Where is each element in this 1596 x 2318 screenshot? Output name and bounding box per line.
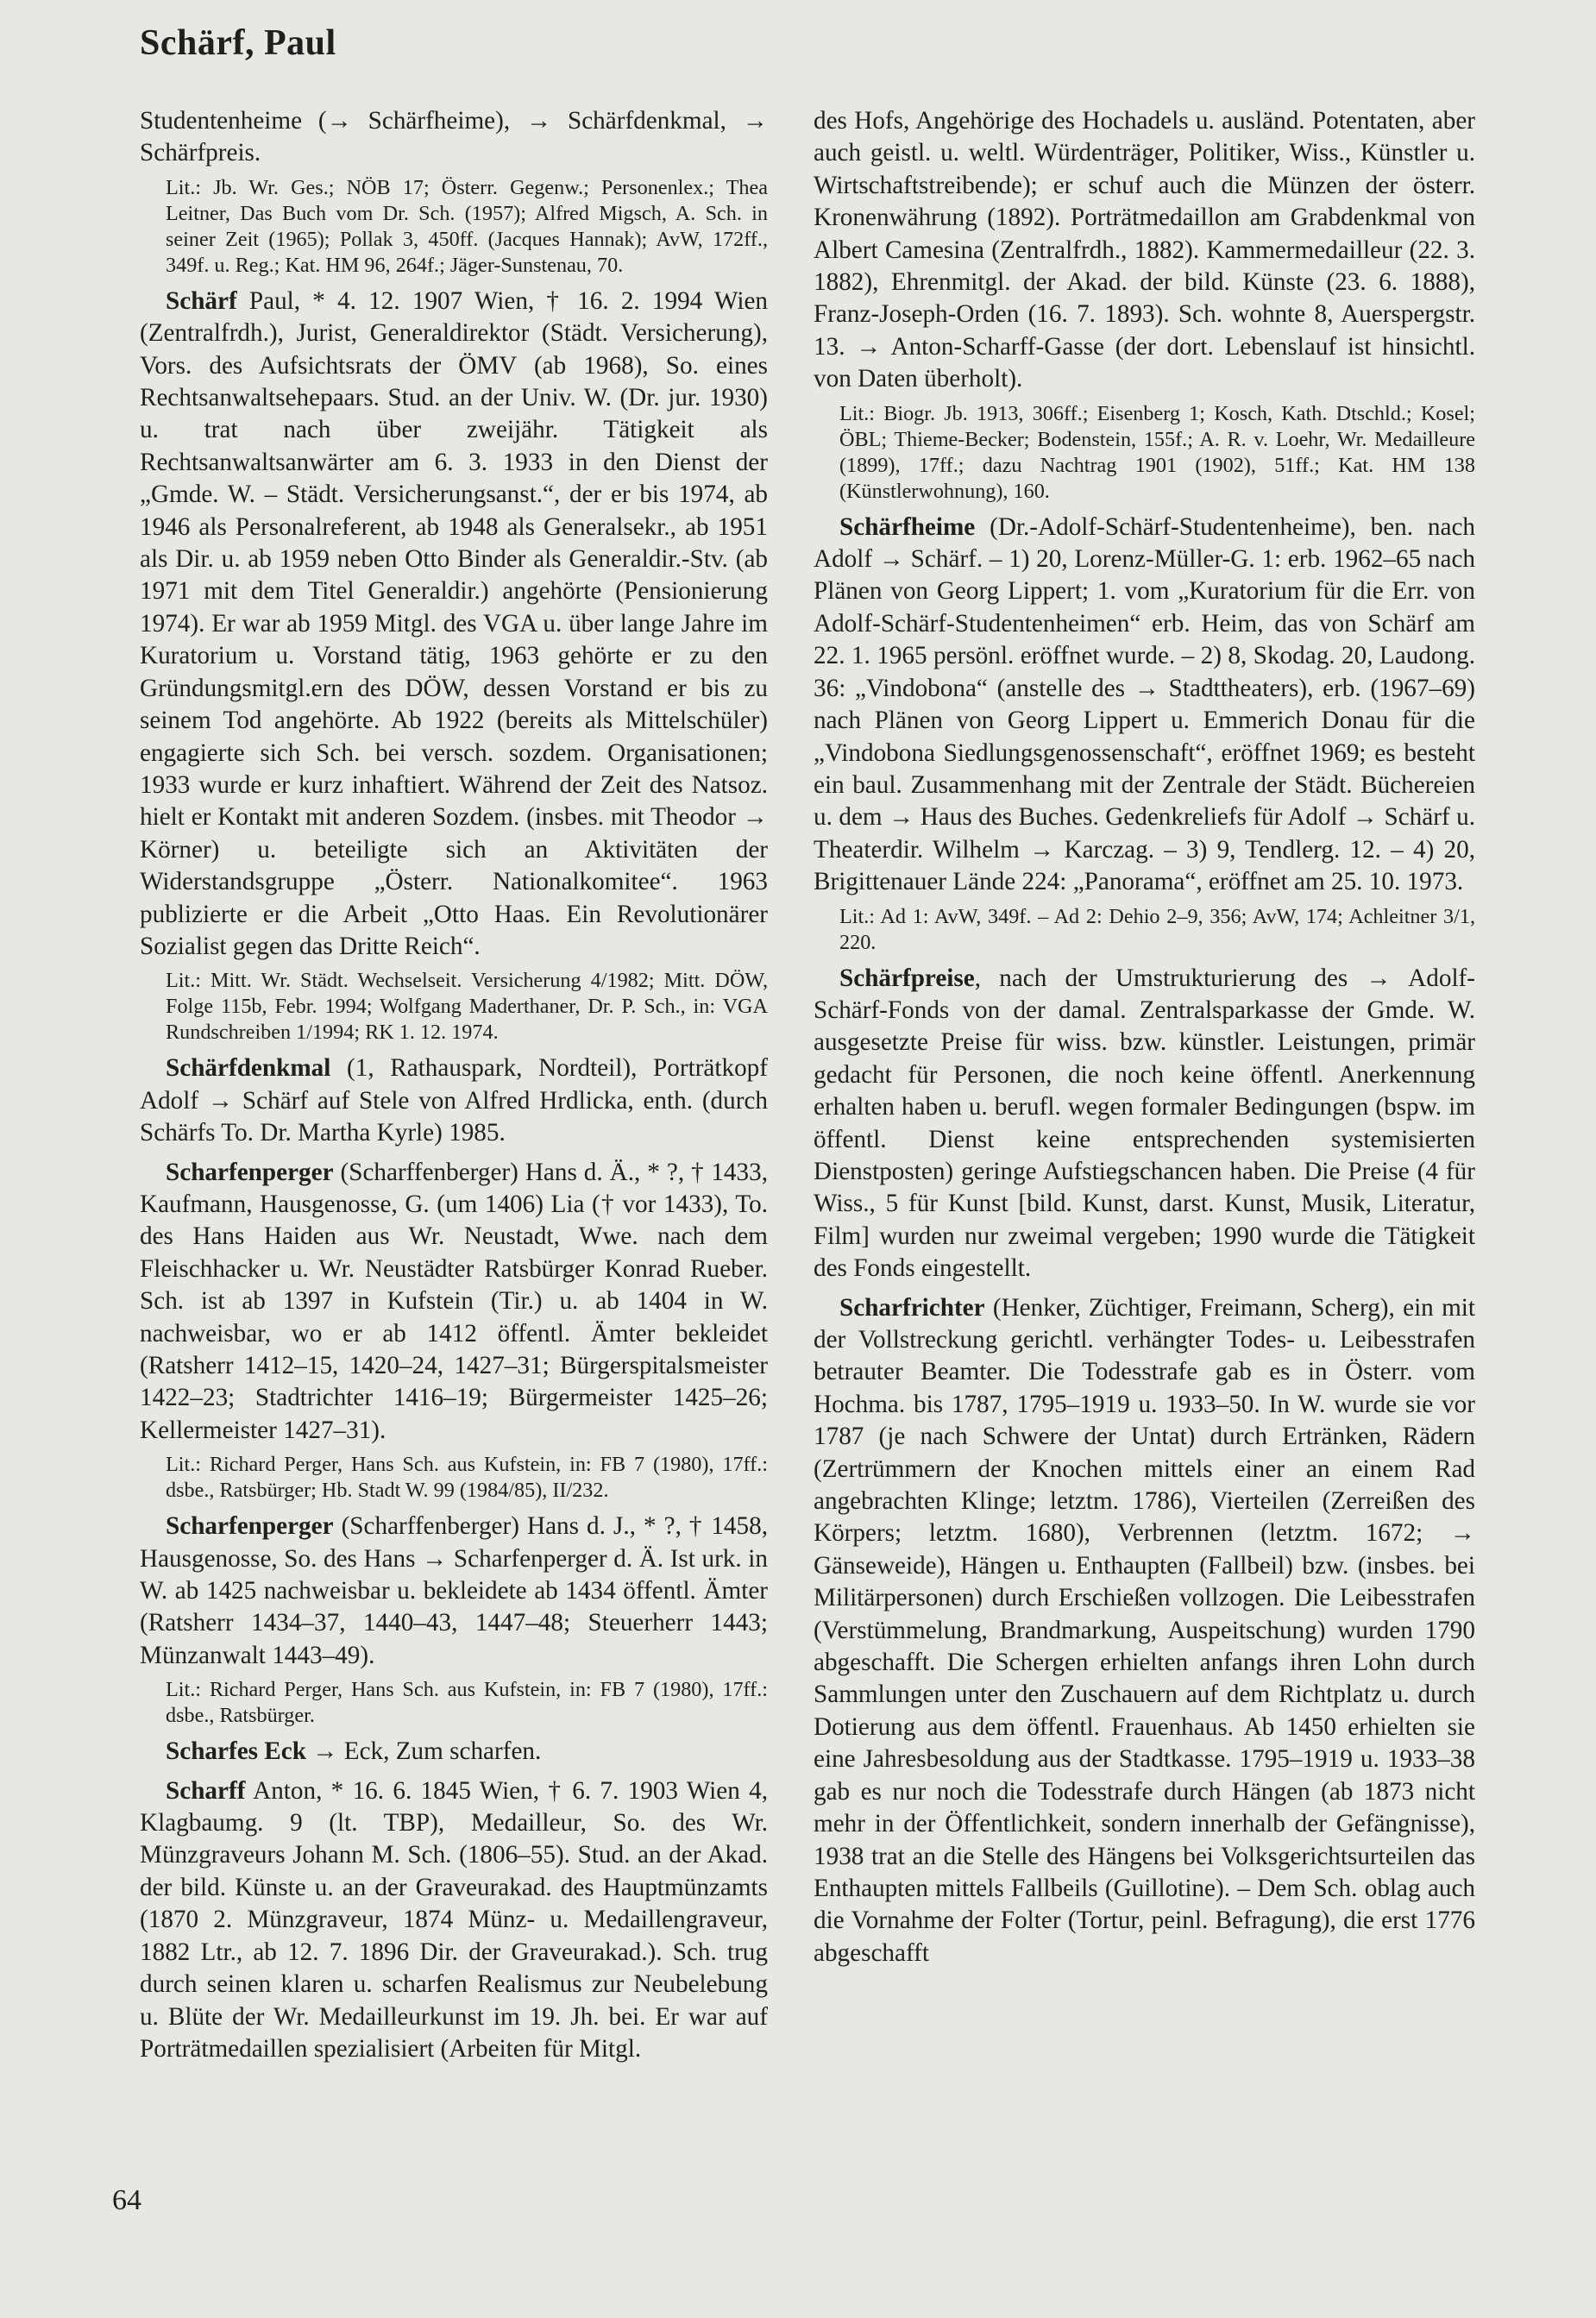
entry-schaerfheime <box>814 512 1475 899</box>
literature-note: Lit.: Ad 1: AvW, 349f. – Ad 2: Dehio 2–9, 356; AvW, 174; Achleitner 3/1, 220. <box>839 904 1475 954</box>
page-number: 64 <box>112 2184 141 2216</box>
entry-headword: Schärfpreise <box>839 964 975 992</box>
entry-schaerfpreise <box>814 963 1475 1285</box>
entry-headword: Scharfes Eck <box>166 1737 306 1766</box>
entry-headword: Scharfrichter <box>839 1293 985 1322</box>
literature-note: Lit.: Biogr. Jb. 1913, 306ff.; Eisenberg 1; Kosch, Kath. Dtschld.; Kosel; ÖBL; Thieme-Becker; Bodenstein, 155f.; A. R. v. Loehr, Wr. Medailleure (1899), 17ff.; dazu Nachtrag 1901 (1902), 51ff.; Kat. HM 138 (Künstlerwohnung), 160. <box>839 401 1475 503</box>
entry-headword: Scharfenperger <box>166 1512 334 1541</box>
entry-headword: Scharff <box>166 1776 246 1805</box>
entry-text: Paul, * 4. 12. 1907 Wien, † 16. 2. 1994 Wien (Zentralfrdh.), Jurist, Generaldirektor (Städt. Versicherung), Vors. des Aufsichtsrats der ÖMV (ab 1968), So. eines Rechtsanwaltsehepaars. Stud. an der Univ. W. (Dr. jur. 1930) u. trat nach über zweijähr. Tätigkeit als Rechtsanwaltsanwärter am 6. 3. 1933 in den Dienst der „Gmde. W. – Städt. Versicherungsanst.“, der er bis 1974, ab 1946 als Personalreferent, ab 1948 als Generalsekr., ab 1951 als Dir. u. ab 1959 neben Otto Binder als Generaldir.-Stv. (ab 1971 mit dem Titel Generaldir.) angehörte (Pensionierung 1974). Er war ab 1959 Mitgl. des VGA u. über lange Jahre im Kuratorium u. Vorstand tätig, 1963 gehörte er zu den Gründungsmitgl.ern des DÖW, dessen Vorstand er bis zu seinem Tod angehörte. Ab 1922 (bereits als Mittelschüler) engagierte sich Sch. bei versch. sozdem. Organisationen; 1933 wurde er kurz inhaftiert. Während der Zeit des Natsoz. hielt er Kontakt mit anderen Sozdem. (insbes. mit Theodor → Körner) u. beteiligte sich an Aktivitäten der Widerstandsgruppe „Österr. Nationalkomitee“. 1963 publizierte er die Arbeit „Otto Haas. Ein Revolutionärer Sozialist gegen das Dritte Reich“. <box>140 286 768 960</box>
continuation-text: des Hofs, Angehörige des Hochadels u. ausländ. Potentaten, aber auch geistl. u. weltl. Würdenträger, Politiker, Wiss., Künstler u. Wirtschaftstreibende); er schuf auch die Münzen der österr. Kronenwährung (1892). Porträtmedaillon am Grabdenkmal von Albert Camesina (Zentralfrdh., 1882). Kammermedailleur (22. 3. 1882), Ehrenmitgl. der Akad. der bild. Künste (23. 6. 1888), Franz-Joseph-Orden (16. 7. 1893). Sch. wohnte 8, Auerspergstr. 13. → Anton-Scharff-Gasse (der dort. Lebenslauf ist hinsichtl. von Daten überholt). <box>814 107 1475 393</box>
left-column <box>140 105 768 2065</box>
entry-scharfes-eck <box>140 1736 768 1768</box>
entry-text: (1, Rathauspark, Nordteil), Porträtkopf Adolf → Schärf auf Stele von Alfred Hrdlicka, enth. (durch Schärfs To. Dr. Martha Kyrle) 1985. <box>140 1054 768 1147</box>
entry-schaerf-paul <box>140 286 768 964</box>
literature-note: Lit.: Richard Perger, Hans Sch. aus Kufstein, in: FB 7 (1980), 17ff.: dsbe., Ratsbürger; Hb. Stadt W. 99 (1984/85), II/232. <box>166 1453 768 1503</box>
entry-text: → Eck, Zum scharfen. <box>305 1737 542 1766</box>
entry-headword: Schärfdenkmal <box>166 1054 331 1083</box>
entry-scharff-anton <box>140 1775 768 2066</box>
entry-text: (Dr.-Adolf-Schärf-Studentenheime), ben. nach Adolf → Schärf. – 1) 20, Lorenz-Müller-G. 1: erb. 1962–65 nach Plänen von Georg Lippert; 1. vom „Kuratorium für die Err. von Adolf-Schärf-Studentenheimen“ erb. Heim, das von Schärf am 22. 1. 1965 persönl. eröffnet wurde. – 2) 8, Skodag. 20, Laudong. 36: „Vindobona“ (anstelle des → Stadttheaters), erb. (1967–69) nach Plänen von Georg Lippert u. Emmerich Donau für die „Vindobona Siedlungsgenossenschaft“, eröffnet 1969; es besteht ein baul. Zusammenhang mit der Zentrale der Städt. Büchereien u. dem → Haus des Buches. Gedenkreliefs für Adolf → Schärf u. Theaterdir. Wilhelm → Karczag. – 3) 9, Tendlerg. 12. – 4) 20, Brigittenauer Lände 224: „Panorama“, eröffnet am 25. 10. 1973. <box>814 512 1475 896</box>
entry-scharfenperger-elder <box>140 1157 768 1448</box>
entry-scharfrichter <box>814 1292 1475 1970</box>
literature-note: Lit.: Mitt. Wr. Städt. Wechselseit. Versicherung 4/1982; Mitt. DÖW, Folge 115b, Febr. 1994; Wolfgang Maderthaner, Dr. P. Sch., in: VGA Rundschreiben 1/1994; RK 1. 12. 1974. <box>166 969 768 1045</box>
running-head: Schärf, Paul <box>140 23 336 63</box>
entry-headword: Schärf <box>166 286 237 315</box>
continuation-text: Studentenheime (→ Schärfheime), → Schärfdenkmal, → Schärfpreis. <box>140 107 768 167</box>
entry-schaerfdenkmal <box>140 1052 768 1149</box>
right-column <box>814 105 1475 1969</box>
entry-scharfenperger-younger <box>140 1511 768 1672</box>
entry-text: Anton, * 16. 6. 1845 Wien, † 6. 7. 1903 Wien 4, Klagbaumg. 9 (lt. TBP), Medailleur, So. des Wr. Münzgraveurs Johann M. Sch. (1806–55). Stud. an der Akad. der bild. Künste u. an der Graveurakad. des Hauptmünzamts (1870 2. Münzgraveur, 1874 Münz- u. Medaillengraveur, 1882 Ltr., ab 12. 7. 1896 Dir. der Graveurakad.). Sch. trug durch seinen klaren u. scharfen Realismus zur Neubelebung u. Blüte der Wr. Medailleurkunst im 19. Jh. bei. Er war auf Porträtmedaillen spezialisiert (Arbeiten für Mitgl. <box>140 1776 768 2063</box>
entry-text: , nach der Umstrukturierung des → Adolf-Schärf-Fonds von der damal. Zentralsparkasse der Gmde. W. ausgesetzte Preise für wiss. bzw. künstler. Leistungen, primär gedacht für Personen, die noch keine öffentl. Anerkennung erhalten haben u. berufl. wegen formaler Bedingungen (bspw. im öffentl. Dienst keine entsprechenden systemisierten Dienstposten) geringe Aufstiegschancen haben. Die Preise (4 für Wiss., 5 für Kunst [bild. Kunst, darst. Kunst, Musik, Literatur, Film] wurden nur zweimal vergeben; 1990 wurde die Tätigkeit des Fonds eingestellt. <box>814 964 1475 1283</box>
entry-text: (Scharffenberger) Hans d. J., * ?, † 1458, Hausgenosse, So. des Hans → Scharfenperger d. Ä. Ist urk. in W. ab 1425 nachweisbar u. bekleidete ab 1434 öffentl. Ämter (Ratsherr 1434–37, 1440–43, 1447–48; Steuerherr 1443; Münzanwalt 1443–49). <box>140 1512 768 1669</box>
entry-headword: Scharfenperger <box>166 1158 334 1186</box>
literature-note: Lit.: Jb. Wr. Ges.; NÖB 17; Österr. Gegenw.; Personenlex.; Thea Leitner, Das Buch vom Dr. Sch. (1957); Alfred Migsch, A. Sch. in seiner Zeit (1965); Pollak 3, 450ff. (Jacques Hannak); AvW, 172ff., 349f. u. Reg.; Kat. HM 96, 264f.; Jäger-Sunstenau, 70. <box>166 175 768 277</box>
entry-text: (Henker, Züchtiger, Freimann, Scherg), ein mit der Vollstreckung gerichtl. verhängter Todes- u. Leibesstrafen betrauter Beamter. Die Todesstrafe gab es in Österr. vom Hochma. bis 1787, 1795–1919 u. 1933–50. In W. wurde sie vor 1787 (je nach Schwere der Untat) durch Ertränken, Rädern (Zertrümmern der Knochen mittels einer an einem Rad angebrachten Klinge; letztm. 1786), Vierteilen (Zerreißen des Körpers; letztm. 1680), Verbrennen (letztm. 1672; → Gänseweide), Hängen u. Enthaupten (Fallbeil) bzw. (insbes. bei Militärpersonen) durch Erschießen vollzogen. Die Leibesstrafen (Verstümmelung, Brandmarkung, Auspeitschung) wurden 1790 abgeschafft. Die Schergen erhielten anfangs ihren Lohn durch Sammlungen unter den Zuschauern auf dem Richtplatz u. durch Dotierung aus dem öffentl. Frauenhaus. Ab 1450 erhielten sie eine Jahresbesoldung aus der Stadtkasse. 1795–1919 u. 1933–38 gab es nur noch die Todesstrafe durch Hängen (ab 1873 nicht mehr in der Öffentlichkeit, sondern innerhalb der Gefängnisse), 1938 trat an die Stelle des Hängens bei Volksgerichtsurteilen das Enthaupten mittels Fallbeils (Guillotine). – Dem Sch. oblag auch die Vornahme der Folter (Tortur, peinl. Befragung), die erst 1776 abgeschafft <box>814 1293 1475 1967</box>
entry-text: (Scharffenberger) Hans d. Ä., * ?, † 1433, Kaufmann, Hausgenosse, G. (um 1406) Lia († vor 1433), To. des Hans Haiden aus Wr. Neustadt, Wwe. nach dem Fleischhacker u. Wr. Neustädter Ratsbürger Konrad Rueber. Sch. ist ab 1397 in Kufstein (Tir.) u. ab 1404 in W. nachweisbar, wo er ab 1412 öffentl. Ämter bekleidet (Ratsherr 1412–15, 1420–24, 1427–31; Bürgerspitalsmeister 1422–23; Stadtrichter 1416–19; Bürgermeister 1425–26; Kellermeister 1427–31). <box>140 1158 768 1444</box>
entry-headword: Schärfheime <box>839 512 976 541</box>
literature-note: Lit.: Richard Perger, Hans Sch. aus Kufstein, in: FB 7 (1980), 17ff.: dsbe., Ratsbürger. <box>166 1678 768 1728</box>
